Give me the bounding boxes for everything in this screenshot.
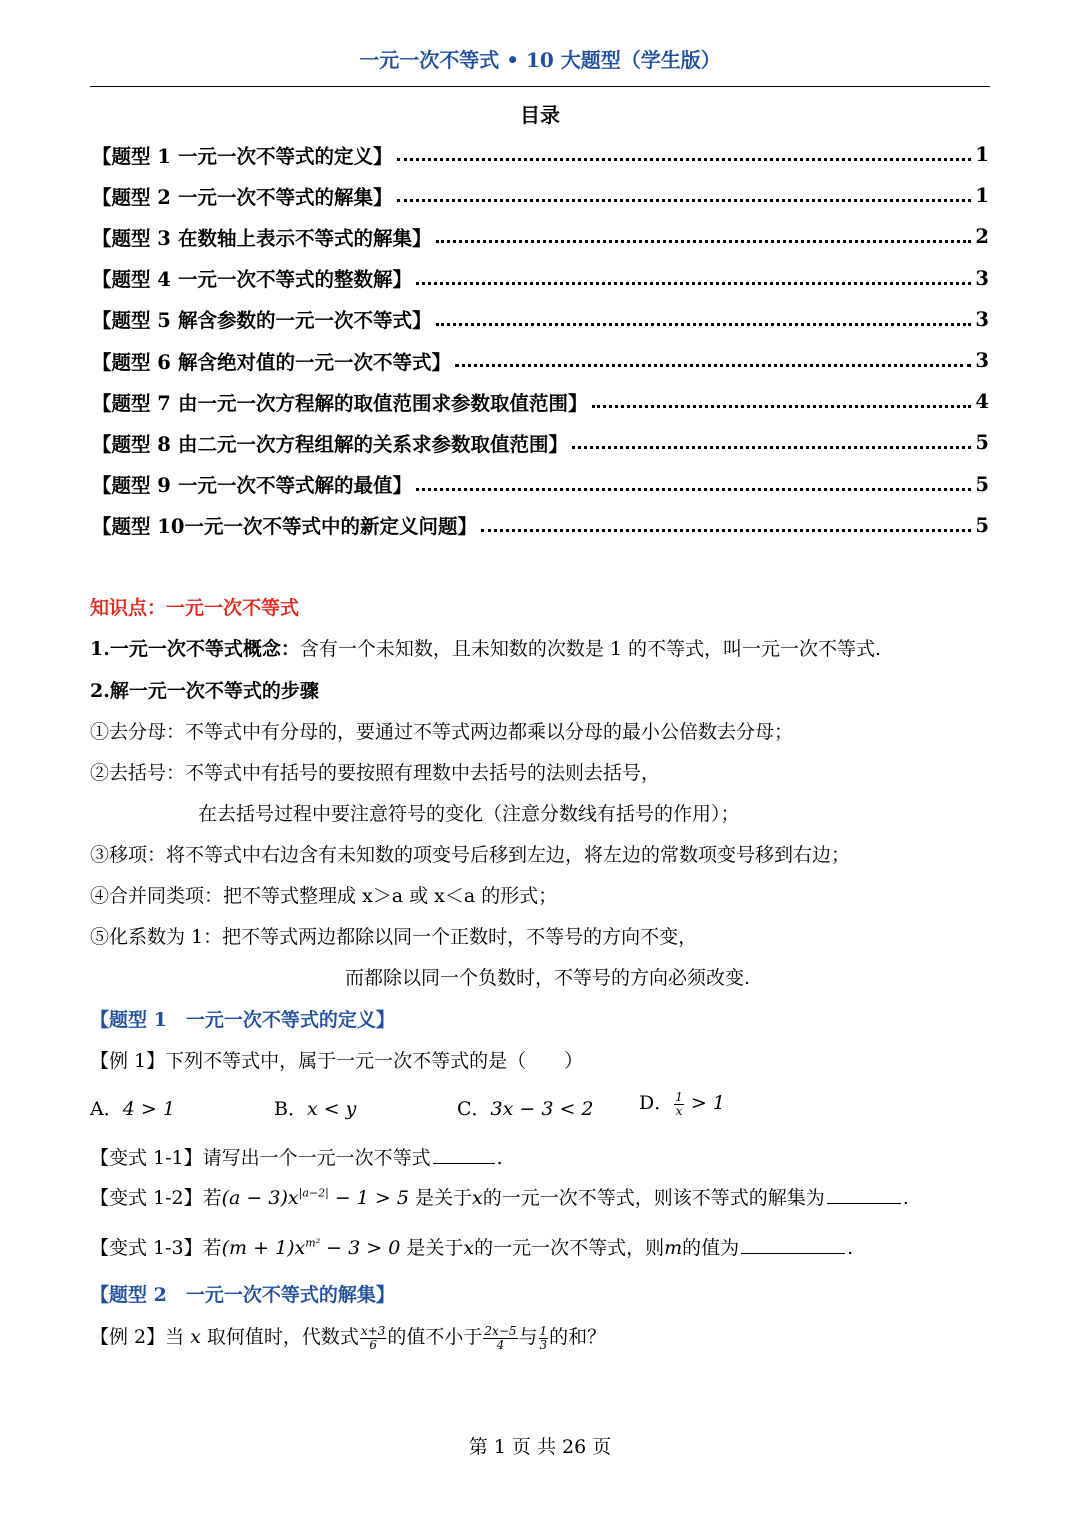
toc-entry-title: 由一元一次方程解的取值范围求参数取值范围】 (178, 391, 588, 415)
answer-blank[interactable] (741, 1252, 845, 1254)
steps-heading: 2.解一元一次不等式的步骤 (90, 680, 319, 702)
document-body (90, 0, 990, 1514)
toc-entry-number: 【题型 2 (92, 185, 171, 209)
toc-entry-title: 一元一次不等式解的最值】 (178, 474, 413, 498)
toc-entry-number: 【题型 4 (92, 268, 171, 292)
step-2: ②去括号：不等式中有括号的要按照有理数中去括号的法则去括号， (90, 762, 661, 784)
page-footer: 第 1 页 共 26 页 (468, 1436, 612, 1458)
fraction-expression: $\frac{2x-5}{4}$ (484, 1323, 517, 1352)
answer-blank[interactable] (827, 1202, 901, 1204)
variant-1-1: 【变式 1-1】请写出一个一元一次不等式 . (90, 1147, 503, 1169)
option-c[interactable]: C．3x − 3 < 2 (457, 1098, 594, 1120)
answer-blank[interactable] (433, 1162, 495, 1164)
toc-entry-title: 一元一次不等式中的新定义问题】 (184, 515, 477, 539)
toc-entry-title: 一元一次不等式的解集】 (178, 185, 393, 209)
concept-label: 1.一元一次不等式概念： (90, 638, 300, 660)
toc-entry-number: 【题型 7 (92, 391, 171, 415)
option-d[interactable]: D． $\frac{1}{x}$ > 1 (639, 1089, 725, 1118)
document-title: 一元一次不等式 • 10 大题型（学生版） (359, 48, 721, 72)
toc-entry-title: 由二元一次方程组解的关系求参数取值范围】 (178, 432, 569, 456)
toc-page-number: 5 (975, 431, 989, 455)
concept-paragraph (90, 634, 881, 661)
toc-page-number: 3 (975, 307, 989, 331)
toc-entry-number: 【题型 3 (92, 226, 171, 250)
toc-page-number: 5 (975, 472, 989, 496)
step-3: ③移项：将不等式中右边含有未知数的项变号后移到左边，将左边的常数项变号移到右边； (90, 844, 851, 866)
fraction-expression: $\frac{x+3}{6}$ (360, 1323, 386, 1352)
section-1-heading: 【题型 1 一元一次不等式的定义】 (90, 1009, 395, 1031)
toc-page-number: 3 (975, 266, 989, 290)
option-b[interactable]: B．x < y (274, 1098, 357, 1120)
example-1-options (90, 1094, 175, 1121)
example-1-question: 【例 1】下列不等式中，属于一元一次不等式的是（ ） (90, 1050, 584, 1072)
toc-entry-number: 【题型 9 (92, 474, 171, 498)
fraction-expression: $\frac{1}{3}$ (539, 1323, 548, 1352)
toc-entry-title: 解含绝对值的一元一次不等式】 (178, 350, 452, 374)
toc-entry-number: 【题型 5 (92, 309, 171, 333)
toc-page-number: 5 (975, 513, 989, 537)
concept-text: 含有一个未知数，且未知数的次数是 1 的不等式，叫一元一次不等式. (299, 638, 882, 660)
toc-entry-number: 【题型 10 (92, 515, 185, 539)
toc-page-number: 2 (975, 225, 989, 249)
toc-entry-title: 一元一次不等式的整数解】 (178, 268, 413, 292)
toc-page-number: 1 (975, 143, 989, 167)
toc-entry-number: 【题型 1 (92, 144, 171, 168)
section-2-heading: 【题型 2 一元一次不等式的解集】 (90, 1284, 395, 1306)
step-5: ⑤化系数为 1：把不等式两边都除以同一个正数时，不等号的方向不变， (90, 926, 698, 948)
variant-1-3: 【变式 1-3】若$(m + 1)x^{m^2} - 3 > 0$ 是关于x的一元一次不等式，则m的值为 . (90, 1236, 854, 1259)
toc-page-number: 3 (975, 349, 989, 373)
toc-entry-title: 解含参数的一元一次不等式】 (178, 309, 432, 333)
step-4: ④合并同类项：把不等式整理成 x＞a 或 x＜a 的形式； (90, 885, 558, 907)
fraction-1-over-x: $\frac{1}{x}$ (675, 1089, 683, 1118)
knowledge-heading: 知识点：一元一次不等式 (90, 597, 300, 619)
toc-entry-number: 【题型 8 (92, 432, 171, 456)
toc-entry-number: 【题型 6 (92, 350, 171, 374)
toc-entry-title: 一元一次不等式的定义】 (178, 144, 393, 168)
toc-heading: 目录 (520, 103, 560, 127)
toc-entry-title: 在数轴上表示不等式的解集】 (178, 226, 432, 250)
example-2-question: 【例 2】当 x 取何值时，代数式 $\frac{x+3}{6}$ 的值不小于 $\frac{2x-5}{4}$ 与 $\frac{1}{3}$ 的和？ (90, 1323, 607, 1352)
toc-page-number: 1 (975, 184, 989, 208)
variant-1-2: 【变式 1-2】若$(a - 3)x^{|a-2|} - 1 > 5$ 是关于x的一元一次不等式，则该不等式的解集为 . (90, 1186, 909, 1209)
step-5-continued: 而都除以同一个负数时，不等号的方向必须改变. (345, 967, 751, 989)
option-a[interactable]: A．4 > 1 (90, 1098, 175, 1120)
step-2-continued: 在去括号过程中要注意符号的变化（注意分数线有括号的作用）； (198, 803, 740, 825)
step-1: ①去分母：不等式中有分母的，要通过不等式两边都乘以分母的最小公倍数去分母； (90, 721, 794, 743)
toc-page-number: 4 (975, 390, 989, 414)
